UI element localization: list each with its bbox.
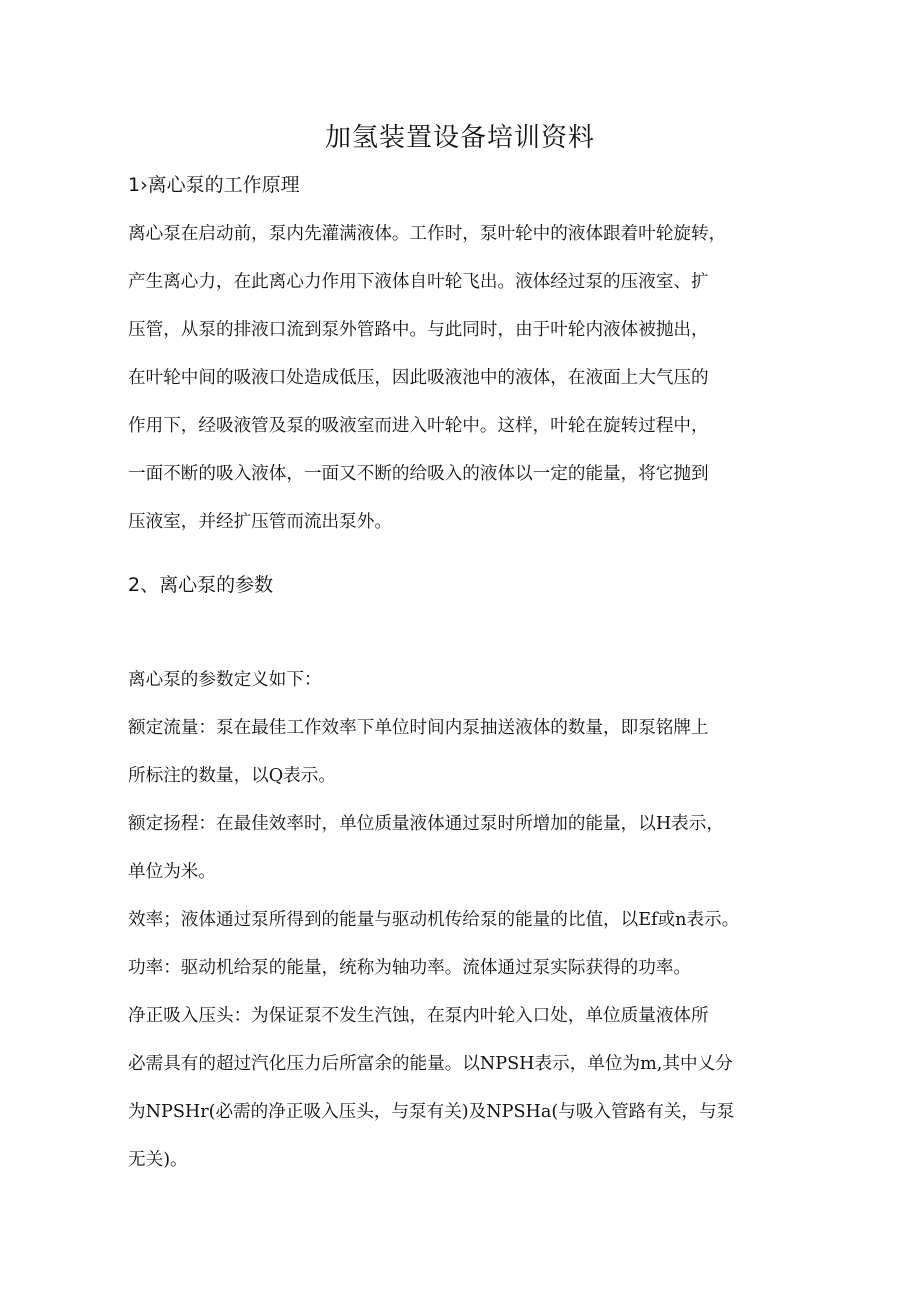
text-line: 作用下，经吸液管及泵的吸液室而进入叶轮中。这样，叶轮在旋转过程中， xyxy=(128,416,709,436)
text-line: 单位为米。 xyxy=(128,862,216,882)
section-heading-working-principle: 1›离心泵的工作原理 xyxy=(128,174,300,196)
document-title: 加氢装置设备培训资料 xyxy=(324,123,595,153)
section-heading-parameters: 2、离心泵的参数 xyxy=(128,574,274,596)
parameters-paragraph xyxy=(128,656,808,1184)
text-line: 必需具有的超过汽化压力后所富余的能量。以NPSH表示，单位为m,其中乂分 xyxy=(128,1054,733,1074)
text-line: 效率；液体通过泵所得到的能量与驱动机传给泵的能量的比值，以Ef或n表示。 xyxy=(128,910,740,930)
text-line: 净正吸入压头：为保证泵不发生汽蚀，在泵内叶轮入口处，单位质量液体所 xyxy=(128,1006,709,1026)
text-line: 所标注的数量，以Q表示。 xyxy=(128,766,336,786)
text-line: 无关)。 xyxy=(128,1150,188,1170)
text-line: 压液室，并经扩压管而流出泵外。 xyxy=(128,512,392,532)
text-line: 额定扬程：在最佳效率时，单位质量液体通过泵时所增加的能量，以H表示， xyxy=(128,814,724,834)
text-line: 额定流量：泵在最佳工作效率下单位时间内泵抽送液体的数量，即泵铭牌上 xyxy=(128,718,709,738)
text-line: 离心泵的参数定义如下： xyxy=(128,670,322,690)
text-line: 压管，从泵的排液口流到泵外管路中。与此同时，由于叶轮内液体被抛出， xyxy=(128,320,709,340)
text-line: 功率：驱动机给泵的能量，统称为轴功率。流体通过泵实际获得的功率。 xyxy=(128,958,692,978)
text-line: 产生离心力，在此离心力作用下液体自叶轮飞出。液体经过泵的压液室、扩 xyxy=(128,272,709,292)
working-principle-paragraph xyxy=(128,210,808,546)
text-line: 离心泵在启动前，泵内先灌满液体。工作时，泵叶轮中的液体跟着叶轮旋转， xyxy=(128,224,727,244)
text-line: 一面不断的吸入液体，一面又不断的给吸入的液体以一定的能量，将它抛到 xyxy=(128,464,709,484)
text-line: 在叶轮中间的吸液口处造成低压，因此吸液池中的液体，在液面上大气压的 xyxy=(128,368,709,388)
text-line: 为NPSHr(必需的净正吸入压头，与泵有关)及NPSHa(与吸入管路有关，与泵 xyxy=(128,1102,735,1122)
